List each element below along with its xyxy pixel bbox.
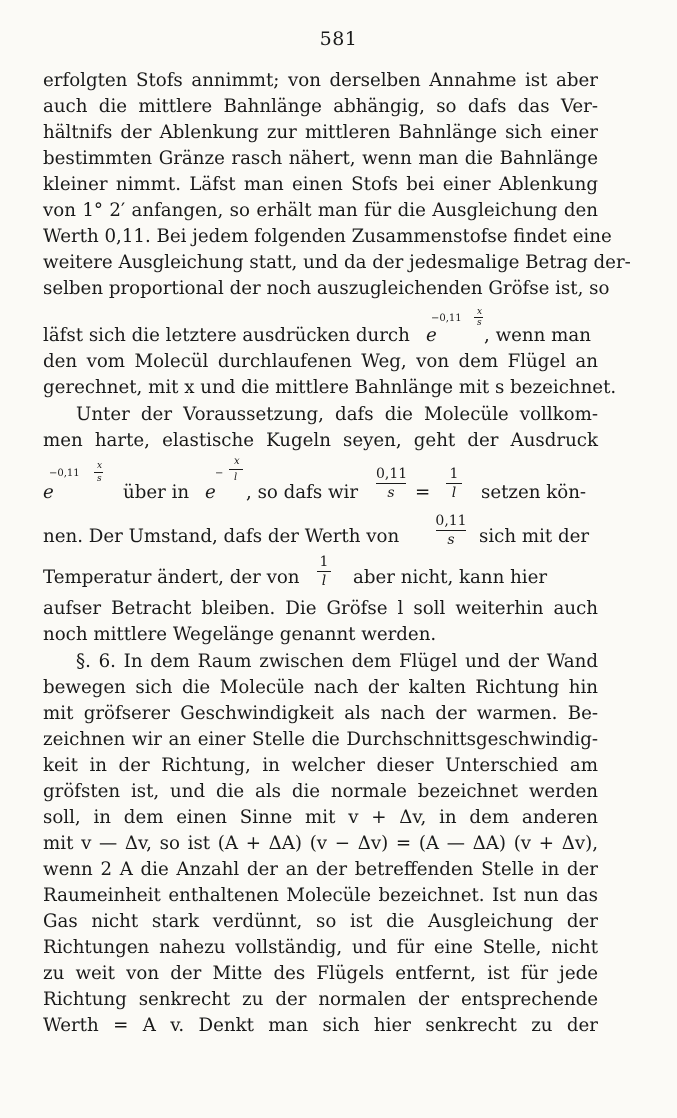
text-line: von 1° 2′ anfangen, so erhält man für die Ausgleichung den bbox=[43, 200, 598, 221]
expr-text-after: , wenn man bbox=[484, 325, 591, 346]
text-line: Richtung senkrecht zu der normalen der entsprechende bbox=[43, 989, 598, 1010]
text-line: erfolgten Stofs annimmt; von derselben Annahme ist aber bbox=[43, 70, 598, 91]
formula-line bbox=[43, 554, 598, 591]
temp-text-after: aber nicht, kann hier bbox=[353, 567, 548, 588]
formula-text-mid1: über in bbox=[123, 482, 190, 503]
formula-line bbox=[43, 513, 598, 550]
temp-bar bbox=[317, 571, 331, 572]
text-line: weitere Ausgleichung statt, und da der jedesmalige Betrag der- bbox=[43, 252, 631, 273]
text-line: keit in der Richtung, in welcher dieser Unterschied am bbox=[43, 755, 598, 776]
formula-f2-num: 1 bbox=[449, 466, 459, 482]
text-line: Richtungen nahezu vollständig, und für eine Stelle, nicht bbox=[43, 937, 598, 958]
formula-line bbox=[43, 456, 598, 506]
text-line: Unter der Voraussetzung, dafs die Molecüle vollkom- bbox=[76, 404, 598, 425]
formula-e1-exp: −0,11 bbox=[49, 468, 80, 479]
text-line: zeichnen wir an einer Stelle die Durchschnittsgeschwindig- bbox=[43, 729, 598, 750]
formula-eq: = bbox=[415, 482, 431, 503]
text-line: gröfsten ist, und die als die normale bezeichnet werden bbox=[43, 781, 598, 802]
text-line: zu weit von der Mitte des Flügels entfernt, ist für jede bbox=[43, 963, 598, 984]
formula-f1-num: 0,11 bbox=[376, 466, 408, 482]
formula-f2-bar bbox=[446, 483, 462, 484]
formula-e1-num: x bbox=[97, 461, 103, 471]
temp-num: 1 bbox=[319, 554, 329, 570]
formula-e2-den: l bbox=[234, 472, 238, 483]
text-line: Gas nicht stark verdünnt, so ist die Ausgleichung der bbox=[43, 911, 598, 932]
formula-text-end: setzen kön- bbox=[481, 482, 587, 503]
text-line: hältnifs der Ablenkung zur mittleren Bahnlänge sich einer bbox=[43, 122, 598, 143]
nen-bar bbox=[436, 530, 466, 531]
text-line: soll, in dem einen Sinne mit v + Δv, in dem anderen bbox=[43, 807, 598, 828]
text-line: aufser Betracht bleiben. Die Gröfse l soll weiterhin auch bbox=[43, 598, 598, 619]
formula-f1-bar bbox=[376, 483, 406, 484]
formula-e2-base: e bbox=[205, 482, 216, 503]
expression-line bbox=[43, 307, 598, 349]
nen-text-before: nen. Der Umstand, dafs der Werth von bbox=[43, 526, 400, 547]
formula-e2-num: x bbox=[234, 456, 240, 467]
formula-e1-den: s bbox=[97, 474, 102, 484]
text-line: bewegen sich die Molecüle nach der kalten Richtung hin bbox=[43, 677, 598, 698]
nen-num: 0,11 bbox=[435, 513, 467, 529]
temp-text-before: Temperatur ändert, der von bbox=[43, 567, 300, 588]
text-line: mit gröfserer Geschwindigkeit als nach der warmen. Be- bbox=[43, 703, 598, 724]
formula-e2-bar bbox=[229, 469, 243, 470]
expr-exp-num: x bbox=[477, 307, 483, 317]
text-line: Werth 0,11. Bei jedem folgenden Zusammenstofse findet eine bbox=[43, 226, 612, 247]
expr-exponent: −0,11 bbox=[431, 313, 462, 324]
text-line: gerechnet, mit x und die mittlere Bahnlänge mit s bezeichnet. bbox=[43, 377, 617, 398]
text-line: men harte, elastische Kugeln seyen, geht der Ausdruck bbox=[43, 430, 598, 451]
text-line: kleiner nimmt. Läfst man einen Stofs bei einer Ablenkung bbox=[43, 174, 598, 195]
expr-text-before: läfst sich die letztere ausdrücken durch bbox=[43, 325, 410, 346]
text-line: selben proportional der noch auszugleichenden Gröfse ist, so bbox=[43, 278, 610, 299]
formula-f1-den: s bbox=[387, 485, 395, 501]
text-line: Werth = A v. Denkt man sich hier senkrecht zu der bbox=[43, 1015, 598, 1036]
formula-e1-bar bbox=[94, 472, 103, 473]
formula-e2-exp: − bbox=[215, 468, 224, 479]
text-line: auch die mittlere Bahnlänge abhängig, so dafs das Ver- bbox=[43, 96, 598, 117]
nen-text-after: sich mit der bbox=[479, 526, 590, 547]
text-line: den vom Molecül durchlaufenen Weg, von dem Flügel an bbox=[43, 351, 598, 372]
temp-den: l bbox=[321, 573, 327, 589]
text-line: wenn 2 A die Anzahl der an der betreffenden Stelle in der bbox=[43, 859, 598, 880]
expr-exp-den: s bbox=[477, 318, 482, 328]
nen-den: s bbox=[447, 532, 455, 548]
expr-base: e bbox=[426, 325, 437, 346]
text-line: noch mittlere Wegelänge genannt werden. bbox=[43, 624, 437, 645]
formula-text-mid2: , so dafs wir bbox=[246, 482, 359, 503]
text-line: bestimmten Gränze rasch nähert, wenn man die Bahnlänge bbox=[43, 148, 598, 169]
page-number: 581 bbox=[319, 28, 358, 50]
text-line: Raumeinheit enthaltenen Molecüle bezeichnet. Ist nun das bbox=[43, 885, 598, 906]
formula-f2-den: l bbox=[451, 485, 457, 501]
section-heading-line: §. 6. In dem Raum zwischen dem Flügel und der Wand bbox=[76, 651, 598, 672]
text-line: mit v — Δv, so ist (A + ΔA) (v − Δv) = (A — ΔA) (v + Δv), bbox=[43, 833, 598, 854]
formula-e1-base: e bbox=[43, 482, 54, 503]
